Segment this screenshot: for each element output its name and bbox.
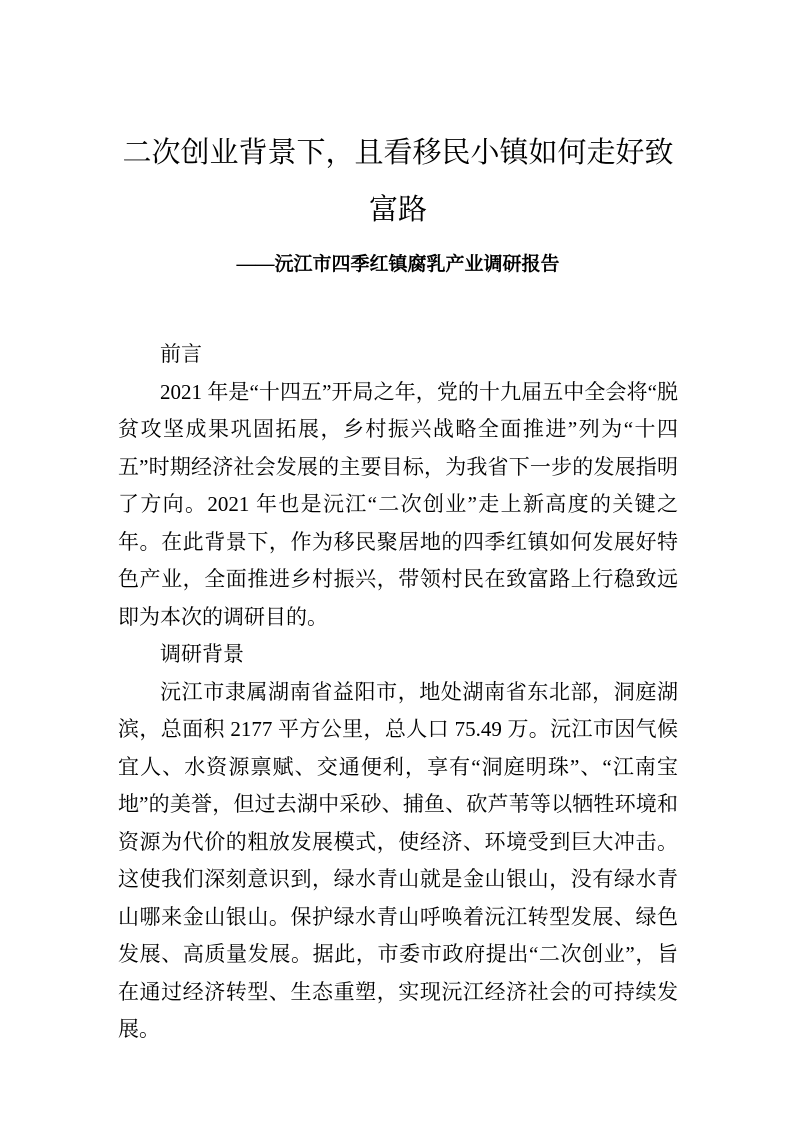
- section-heading-preface: 前言: [160, 342, 202, 366]
- paragraph-preface: 2021 年是“十四五”开局之年，党的十九届五中全会将“脱贫攻坚成果巩固拓展，乡村振兴战略全面推进”列为“十四五”时期经济社会发展的主要目标，为我省下一步的发展指明了方向。2021 年也是沅江“二次创业”走上新高度的关键之年。在此背景下，作为移民聚居地的四季红镇如何发展好特色产业，全面推进乡村振兴，带领村民在致富路上行稳致远即为本次的调研目的。: [118, 379, 678, 629]
- section-heading-background: 调研背景: [160, 642, 244, 666]
- paragraph-background: 沅江市隶属湖南省益阳市，地处湖南省东北部，洞庭湖滨，总面积 2177 平方公里，总人口 75.49 万。沅江市因气候宜人、水资源禀赋、交通便利，享有“洞庭明珠”、“江南宝地”的美誉，但过去湖中采砂、捕鱼、砍芦苇等以牺牲环境和资源为代价的粗放发展模式，使经济、环境受到巨大冲击。这使我们深刻意识到，绿水青山就是金山银山，没有绿水青山哪来金山银山。保护绿水青山呼唤着沅江转型发展、绿色发展、高质量发展。据此，市委市政府提出“二次创业”，旨在通过经济转型、生态重塑，实现沅江经济社会的可持续发展。: [118, 679, 678, 1041]
- document-title: 二次创业背景下，且看移民小镇如何走好致富路: [122, 137, 674, 226]
- document-body: [118, 336, 678, 1049]
- document-subtitle: ——沅江市四季红镇腐乳产业调研报告: [236, 254, 560, 275]
